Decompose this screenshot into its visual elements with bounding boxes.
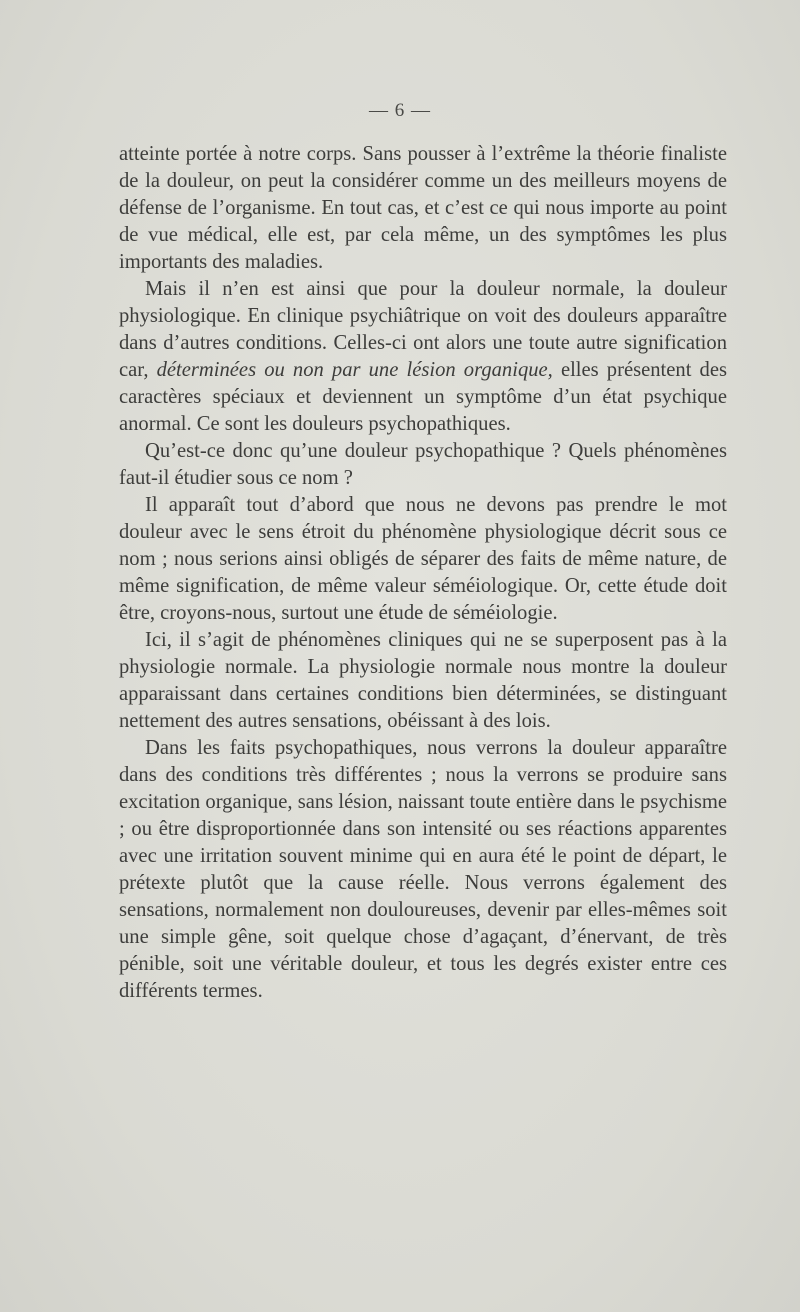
paragraph-5: Ici, il s’agit de phénomènes cliniques qui ne se superposent pas à la physiologie normale. La physiologie normale nous montre la douleur apparaissant dans certaines conditions bien déterminées, se distinguant nettement des autres sensations, obéissant à des lois.: [119, 629, 727, 732]
paragraph-2-text-b: elles présentent des caractères spéciaux et deviennent un symptôme d’un état psychique anormal. Ce sont les douleurs psychopathiques.: [119, 359, 727, 435]
paragraph-1: atteinte portée à notre corps. Sans pousser à l’extrême la théorie finaliste de la douleur, on peut la considérer comme un des meilleurs moyens de défense de l’organisme. En tout cas, et c’est ce qui nous importe au point de vue médical, elle est, par cela même, un des symptômes les plus importants des maladies.: [119, 143, 727, 273]
paragraph-4: Il apparaît tout d’abord que nous ne devons pas prendre le mot douleur avec le sens étroit du phénomène physiologique décrit sous ce nom ; nous serions ainsi obligés de séparer des faits de même nature, de même signification, de même valeur séméiologique. Or, cette étude doit être, croyons-nous, surtout une étude de séméiologie.: [119, 494, 727, 624]
paragraph-2: [119, 276, 727, 438]
paragraph-2-italic: déterminées ou non par une lésion organique,: [156, 359, 553, 381]
body-text: [119, 141, 727, 1005]
paragraph-6: Dans les faits psychopathiques, nous verrons la douleur apparaître dans des conditions très différentes ; nous la verrons se produire sans excitation organique, sans lésion, naissant toute entière dans le psychisme ; ou être disproportionnée dans son intensité ou ses réactions apparentes avec une irritation souvent minime qui en aura été le point de départ, le prétexte plutôt que la cause réelle. Nous verrons également des sensations, normalement non douloureuses, devenir par elles-mêmes soit une simple gêne, soit quelque chose d’agaçant, d’énervant, de très pénible, soit une véritable douleur, et tous les degrés exister entre ces différents termes.: [119, 737, 727, 1002]
paragraph-3: Qu’est-ce donc qu’une douleur psychopathique ? Quels phénomènes faut-il étudier sous ce nom ?: [119, 440, 727, 489]
paragraph-2-text-a: Mais il n’en est ainsi que pour la douleur normale, la douleur physiologique. En clinique psychiâtrique on voit des douleurs apparaître dans d’autres conditions. Celles-ci ont alors une toute autre signification car,: [119, 278, 727, 381]
page-number: — 6 —: [369, 100, 431, 121]
